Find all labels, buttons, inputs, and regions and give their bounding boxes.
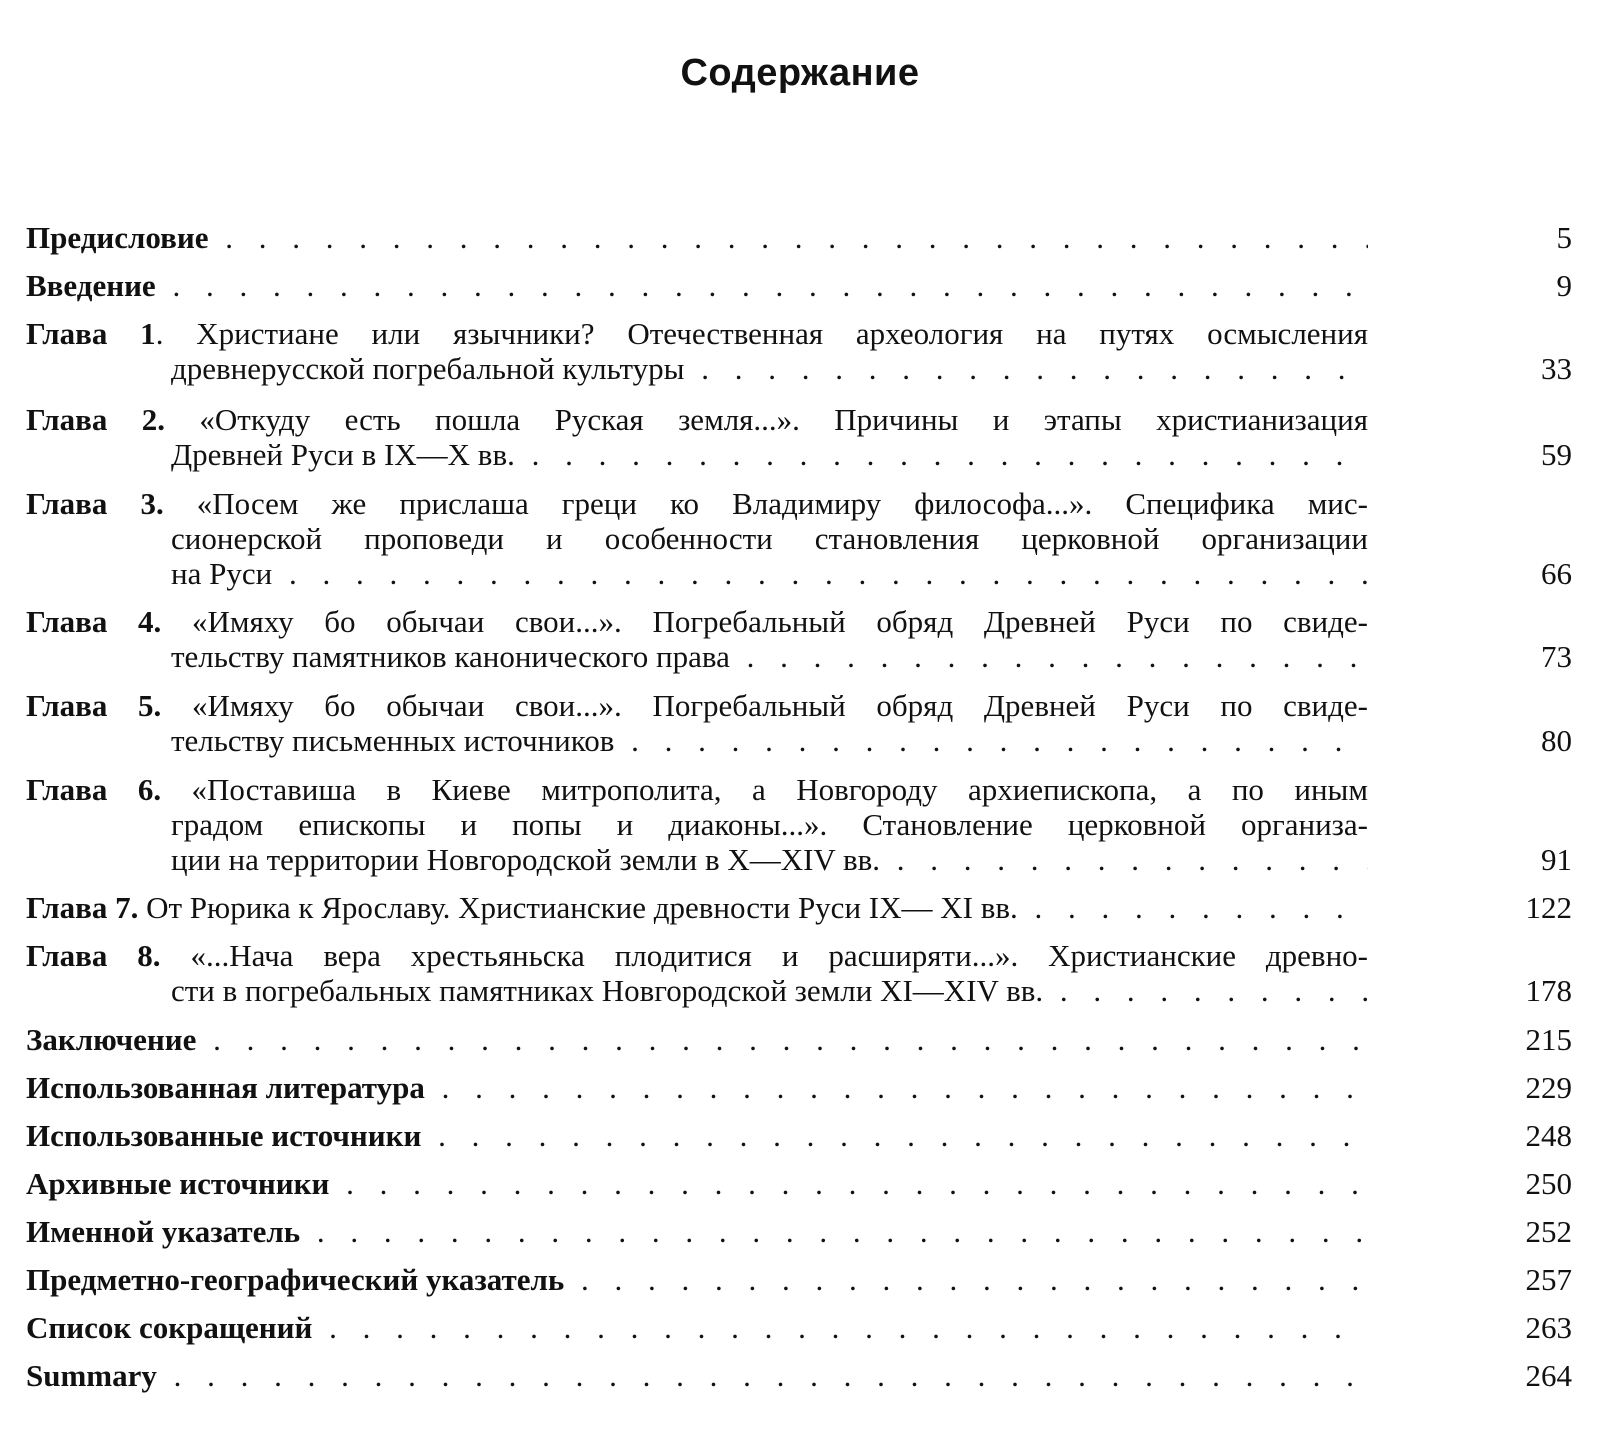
toc-entry-page-number: 215	[1525, 1022, 1572, 1057]
toc-entry	[26, 316, 1586, 386]
toc-entry-page-number: 263	[1525, 1310, 1572, 1345]
toc-entry	[26, 772, 1586, 877]
toc-entry-page-number: 80	[1541, 723, 1572, 758]
toc-entry-page-number: 252	[1525, 1214, 1572, 1249]
toc-entry	[26, 1166, 1586, 1201]
toc-entry	[26, 688, 1586, 758]
toc-entry-chapter-label: Глава 4.	[26, 604, 162, 639]
toc-entry-title-line: сти в погребальных памятниках Новгородской земли XI—XIV вв.	[171, 973, 1044, 1008]
toc-entry	[26, 938, 1586, 1008]
toc-entry	[26, 1022, 1586, 1057]
toc-entry-page-number: 66	[1541, 556, 1572, 591]
toc-entry-page-number: 264	[1525, 1358, 1572, 1393]
toc-entry-title-line: Древней Руси в IX—X вв.	[171, 437, 515, 472]
toc-entry-page-number: 250	[1525, 1166, 1572, 1201]
toc-entry-page-number: 91	[1541, 842, 1572, 877]
toc-entry-title: Введение	[26, 268, 156, 303]
toc-entry-title-line: древнерусской погребальной культуры	[171, 351, 685, 386]
toc-entry	[26, 1070, 1586, 1105]
toc-entry-title-line: От Рюрика к Ярославу. Христианские древности Руси IX— XI вв.	[138, 890, 1018, 925]
toc-entry-title-line: «Имяху бо обычаи свои...». Погребальный обряд Древней Руси по свиде-	[161, 688, 1368, 723]
toc-entry-chapter-label: Глава 7.	[26, 890, 139, 925]
toc-entry-title: Именной указатель	[26, 1214, 301, 1249]
toc-entry	[26, 220, 1586, 255]
toc-entry	[26, 1262, 1586, 1297]
toc-entry-title-line: сионерской проповеди и особенности становления церковной организации	[171, 521, 1368, 556]
toc-entry-title-line: «Посем же прислаша греци ко Владимиру философа...». Специфика мис-	[163, 486, 1368, 521]
toc-entry	[26, 890, 1586, 925]
toc-entry-chapter-label: Глава 5.	[26, 688, 162, 723]
toc-entry	[26, 268, 1586, 303]
toc-entry-title: Предисловие	[26, 220, 209, 255]
toc-entry-title-line: ции на территории Новгородской земли в X—XIV вв.	[171, 842, 881, 877]
toc-entry-chapter-label: Глава 8.	[26, 938, 161, 973]
toc-entry-title: Использованные источники	[26, 1118, 422, 1153]
toc-entry-title: Заключение	[26, 1022, 197, 1057]
toc-entry-title-line: «Имяху бо обычаи свои...». Погребальный обряд Древней Руси по свиде-	[161, 604, 1368, 639]
toc-entry-title: Список сокращений	[26, 1310, 313, 1345]
toc-entry-page-number: 59	[1541, 437, 1572, 472]
toc-entry-page-number: 229	[1525, 1070, 1572, 1105]
toc-entry-title-line: «Откуду есть пошла Руская земля...». Причины и этапы христианизация	[165, 402, 1368, 437]
toc-entry-title-line: тельству письменных источников	[171, 723, 615, 758]
toc-entry	[26, 1118, 1586, 1153]
toc-entry-title-line: . Христиане или язычники? Отечественная археология на путях осмысления	[155, 316, 1368, 351]
toc-entry	[26, 1214, 1586, 1249]
toc-entry-page-number: 73	[1541, 639, 1572, 674]
toc-entry	[26, 486, 1586, 591]
toc-entry-chapter-label: Глава 6.	[26, 772, 162, 807]
toc-entry-title: Использованная литература	[26, 1070, 425, 1105]
toc-entry-title-line: на Руси	[171, 556, 273, 591]
toc-entry-title-line: градом епископы и попы и диаконы...». Становление церковной организа-	[171, 807, 1368, 842]
toc-entry	[26, 402, 1586, 472]
toc-entry-page-number: 122	[1525, 890, 1572, 925]
page-title: Содержание	[680, 52, 920, 94]
toc-entry-title: Предметно-географический указатель	[26, 1262, 565, 1297]
toc-entry	[26, 1358, 1586, 1393]
toc-entry-title-line: «Поставиша в Киеве митрополита, а Новгороду архиепископа, а по иным	[161, 772, 1368, 807]
toc-entry-chapter-label: Глава 3.	[26, 486, 164, 521]
toc-entry-title: Архивные источники	[26, 1166, 330, 1201]
toc-entry-page-number: 33	[1541, 351, 1572, 386]
toc-entry-page-number: 9	[1556, 268, 1572, 303]
toc-entry-title: Summary	[26, 1358, 157, 1393]
toc-entry-chapter-label: Глава 1	[26, 316, 156, 351]
toc-entry-page-number: 178	[1525, 973, 1572, 1008]
toc-entry-page-number: 248	[1525, 1118, 1572, 1153]
toc-entry-title-line: «...Нача вера хрестьяньска плодитися и расширяти...». Христианские древно-	[160, 938, 1368, 973]
toc-entry-page-number: 257	[1525, 1262, 1572, 1297]
toc-entry-chapter-label: Глава 2.	[26, 402, 165, 437]
toc-entry-title-line: тельству памятников канонического права	[171, 639, 730, 674]
toc-entry	[26, 1310, 1586, 1345]
toc-entry-page-number: 5	[1556, 220, 1572, 255]
toc-entry	[26, 604, 1586, 674]
